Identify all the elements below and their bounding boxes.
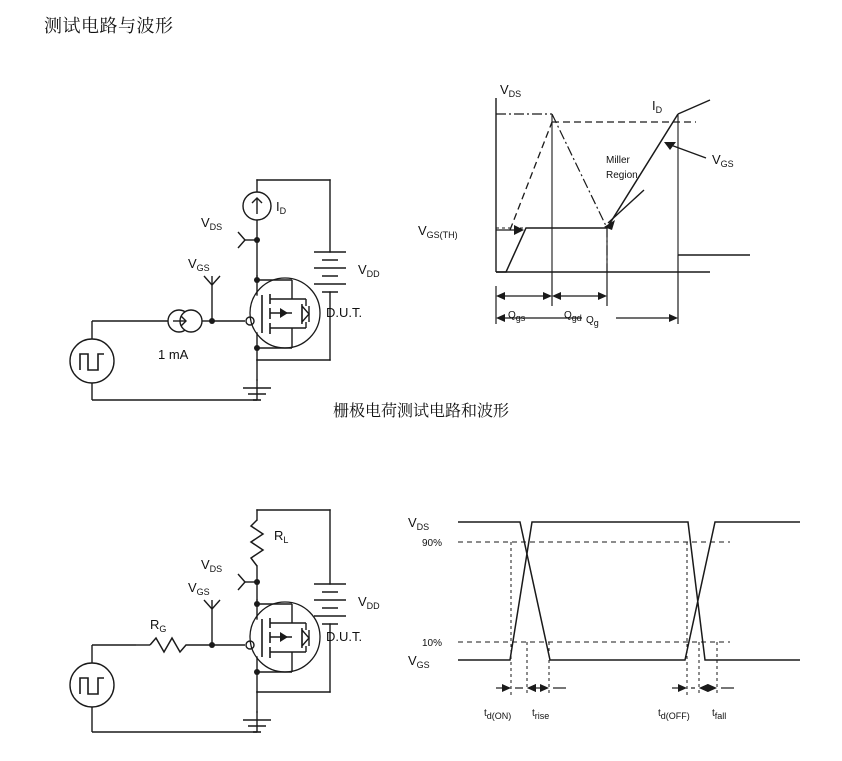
- label-qg: Qg: [586, 315, 599, 328]
- label-vgs: $V_{GS}$: [188, 256, 210, 273]
- label-td-on: td(ON): [484, 708, 512, 721]
- label-vgs-th: $V_{GS(TH)}$: [418, 223, 458, 240]
- pulse-current-source: [168, 310, 202, 332]
- resistor-rl: [251, 520, 263, 566]
- page-title: 测试电路与波形: [44, 16, 174, 36]
- label-1ma: 1 mA: [158, 347, 189, 362]
- label-id: $I_D$: [276, 199, 287, 216]
- vgsth-arrowhead: [514, 225, 524, 235]
- mosfet-dut: [250, 278, 320, 348]
- source-node-dot-2: [254, 669, 260, 675]
- label-id-series: $I_D$: [652, 98, 663, 115]
- label-vdd: $V_{DD}$: [358, 262, 380, 279]
- vgs-pointer: [668, 144, 706, 158]
- switching-time-waveform: [400, 500, 820, 750]
- label-vgs-series: $V_{GS}$: [712, 152, 734, 169]
- label-rg: $R_G$: [150, 617, 167, 634]
- pulse-generator-2: [70, 663, 114, 707]
- gate-node-dot: [209, 318, 215, 324]
- switching-time-test-circuit: [40, 488, 443, 753]
- label-vds-axis: $V_{DS}$: [500, 82, 522, 99]
- label-miller-line1: Miller: [606, 155, 630, 166]
- label-vgs-2: $V_{GS}$: [188, 580, 210, 597]
- label-miller-line2: Region: [606, 170, 638, 181]
- mosfet-dut-2: [250, 602, 320, 672]
- label-vdd-2: $V_{DD}$: [358, 594, 380, 611]
- resistor-rg: [150, 638, 192, 652]
- label-10-percent: 10%: [422, 638, 443, 649]
- miller-region-arrow: [608, 190, 644, 223]
- vds-node-dot: [254, 237, 260, 243]
- pulse-generator: [70, 339, 114, 383]
- label-vgs-waveform: $V_{GS}$: [408, 653, 430, 670]
- label-vds: $V_{DS}$: [201, 215, 223, 232]
- qgd-dimension: [556, 272, 607, 306]
- label-qgs: Qgs: [508, 310, 526, 323]
- drain-node-dot: [254, 277, 260, 283]
- section-caption-middle: 栅极电荷测试电路和波形: [332, 403, 509, 420]
- label-t-fall: tfall: [712, 708, 727, 721]
- label-dut: D.U.T.: [326, 305, 363, 320]
- label-qgd: Qgd: [564, 310, 582, 323]
- source-node-dot: [254, 345, 260, 351]
- battery-vdd: [314, 252, 346, 292]
- current-source-id: [243, 192, 271, 220]
- label-t-rise: trise: [532, 708, 550, 721]
- label-90-percent: 90%: [422, 538, 443, 549]
- vds-node-dot-2: [254, 579, 260, 585]
- label-rl: $R_L$: [274, 528, 289, 545]
- battery-vdd-2: [314, 584, 346, 624]
- label-dut-2: D.U.T.: [326, 629, 363, 644]
- vgs-probe-2: [204, 600, 220, 618]
- vgs-probe: [204, 276, 220, 294]
- label-vds-waveform: $V_{DS}$: [408, 515, 430, 532]
- label-vds-2: $V_{DS}$: [201, 557, 223, 574]
- gate-charge-test-circuit: [40, 80, 440, 360]
- drain-node-dot-2: [254, 601, 260, 607]
- gate-node-dot-2: [209, 642, 215, 648]
- qgs-dimension: [496, 272, 552, 306]
- label-td-off: td(OFF): [658, 708, 690, 721]
- gate-charge-waveform: [418, 80, 830, 340]
